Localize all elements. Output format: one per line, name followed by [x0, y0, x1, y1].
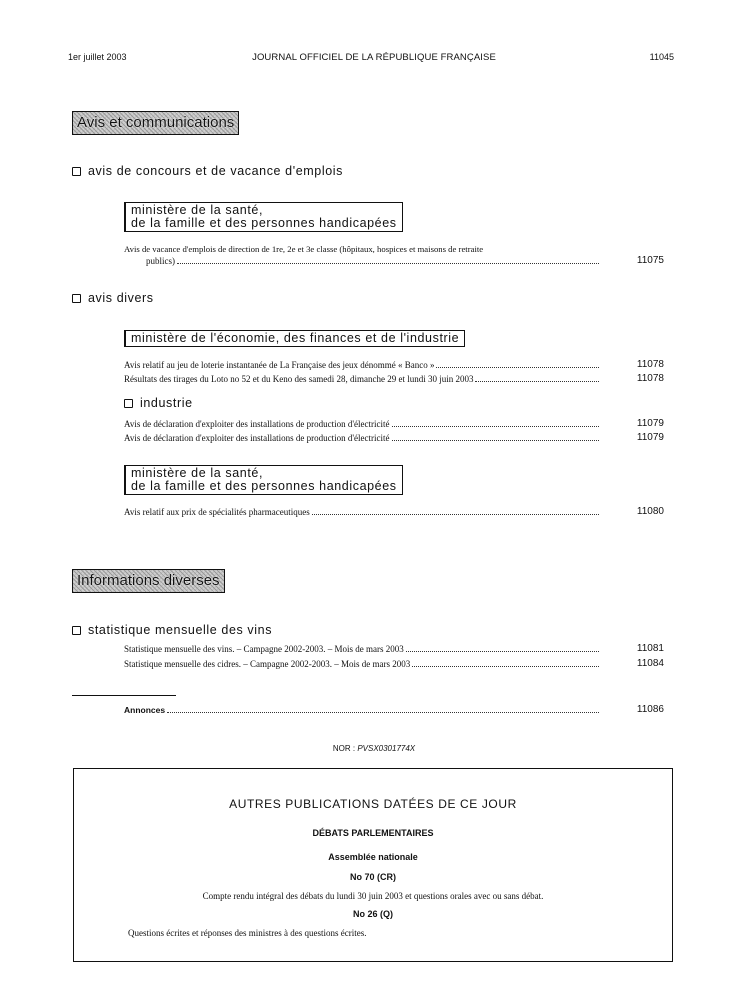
separator-rule — [72, 695, 176, 696]
entry-page: 11078 — [636, 373, 664, 384]
ministry-line: ministère de la santé, — [131, 203, 264, 217]
subcategory-label: industrie — [140, 396, 193, 410]
entry-page: 11079 — [636, 418, 664, 429]
toc-entry-annonces[interactable] — [124, 704, 664, 716]
subcategory-industrie — [124, 396, 193, 410]
ministry-box-sante — [124, 202, 403, 232]
nor-reference — [0, 744, 748, 753]
dot-leader — [177, 263, 599, 264]
toc-entry[interactable] — [124, 359, 664, 371]
entry-text: Avis relatif au jeu de loterie instantanée de La Française des jeux dénommé « Banco » — [124, 360, 435, 370]
category-avis-divers — [72, 291, 154, 305]
ministry-line: ministère de l'économie, des finances et de l'industrie — [131, 331, 460, 345]
box-issue-q: No 26 (Q) — [352, 909, 393, 919]
ministry-box-economie — [124, 330, 465, 347]
dot-leader — [412, 666, 599, 667]
other-publications-box — [73, 768, 673, 962]
entry-page: 11078 — [636, 359, 664, 370]
nor-code: PVSX0301774X — [357, 744, 416, 753]
category-avis-concours — [72, 164, 343, 178]
ministry-box-sante — [124, 465, 403, 495]
toc-entry[interactable] — [124, 243, 664, 267]
category-label: avis divers — [88, 291, 154, 305]
toc-entry[interactable] — [124, 432, 664, 444]
checkbox-icon — [124, 399, 133, 408]
entry-text: Avis de déclaration d'exploiter des installations de production d'électricité — [124, 433, 390, 443]
entry-page: 11084 — [636, 658, 664, 669]
section-banner-avis: Avis et communications — [72, 111, 239, 135]
box-q-description: Questions écrites et réponses des ministres à des questions écrites. — [128, 928, 367, 938]
nor-label: NOR : — [332, 744, 356, 753]
category-statistique — [72, 623, 272, 637]
ministry-line: de la famille et des personnes handicapées — [131, 216, 397, 230]
page-number: 11045 — [649, 52, 674, 62]
category-label: statistique mensuelle des vins — [88, 623, 273, 637]
checkbox-icon — [72, 167, 81, 176]
dot-leader — [167, 712, 599, 713]
dot-leader — [392, 440, 600, 441]
dot-leader — [392, 426, 600, 427]
box-issue-cr: No 70 (CR) — [349, 872, 396, 882]
entry-text: Statistique mensuelle des vins. – Campagne 2002-2003. – Mois de mars 2003 — [124, 644, 404, 654]
dot-leader — [312, 514, 599, 515]
entry-page: 11075 — [636, 255, 664, 266]
ministry-line: de la famille et des personnes handicapées — [131, 479, 397, 493]
box-cr-description: Compte rendu intégral des débats du lundi 30 juin 2003 et questions orales avec ou sans débat. — [202, 891, 544, 901]
checkbox-icon — [72, 294, 81, 303]
entry-page: 11086 — [636, 704, 664, 715]
category-label: avis de concours et de vacance d'emplois — [88, 164, 343, 178]
entry-text: Statistique mensuelle des cidres. – Campagne 2002-2003. – Mois de mars 2003 — [124, 659, 411, 669]
toc-entry[interactable] — [124, 506, 664, 518]
ministry-line: ministère de la santé, — [131, 466, 264, 480]
toc-entry[interactable] — [124, 373, 664, 385]
entry-page: 11080 — [636, 506, 664, 517]
box-title: AUTRES PUBLICATIONS DATÉES DE CE JOUR — [229, 797, 517, 811]
entry-text: Avis relatif aux prix de spécialités pharmaceutiques — [124, 507, 310, 517]
toc-entry[interactable] — [124, 418, 664, 430]
dot-leader — [475, 381, 599, 382]
header-date: 1er juillet 2003 — [68, 52, 127, 62]
journal-title: JOURNAL OFFICIEL DE LA RÉPUBLIQUE FRANÇAISE — [252, 52, 496, 63]
entry-text: Avis de vacance d'emplois de direction de 1re, 2e et 3e classe (hôpitaux, hospices et maisons de retraite — [124, 244, 484, 254]
box-chamber: Assemblée nationale — [328, 852, 418, 862]
toc-entry[interactable] — [124, 658, 664, 670]
entry-text: Résultats des tirages du Loto no 52 et du Keno des samedi 28, dimanche 29 et lundi 30 juin 2003 — [124, 374, 474, 384]
entry-text: Avis de déclaration d'exploiter des installations de production d'électricité — [124, 419, 390, 429]
toc-entry[interactable] — [124, 643, 664, 655]
entry-text: publics) — [146, 256, 175, 266]
checkbox-icon — [72, 626, 81, 635]
dot-leader — [436, 367, 599, 368]
entry-page: 11081 — [636, 643, 664, 654]
section-banner-informations: Informations diverses — [72, 569, 225, 593]
dot-leader — [406, 651, 599, 652]
entry-page: 11079 — [636, 432, 664, 443]
entry-text: Annonces — [124, 705, 166, 715]
box-subtitle: DÉBATS PARLEMENTAIRES — [312, 828, 434, 838]
